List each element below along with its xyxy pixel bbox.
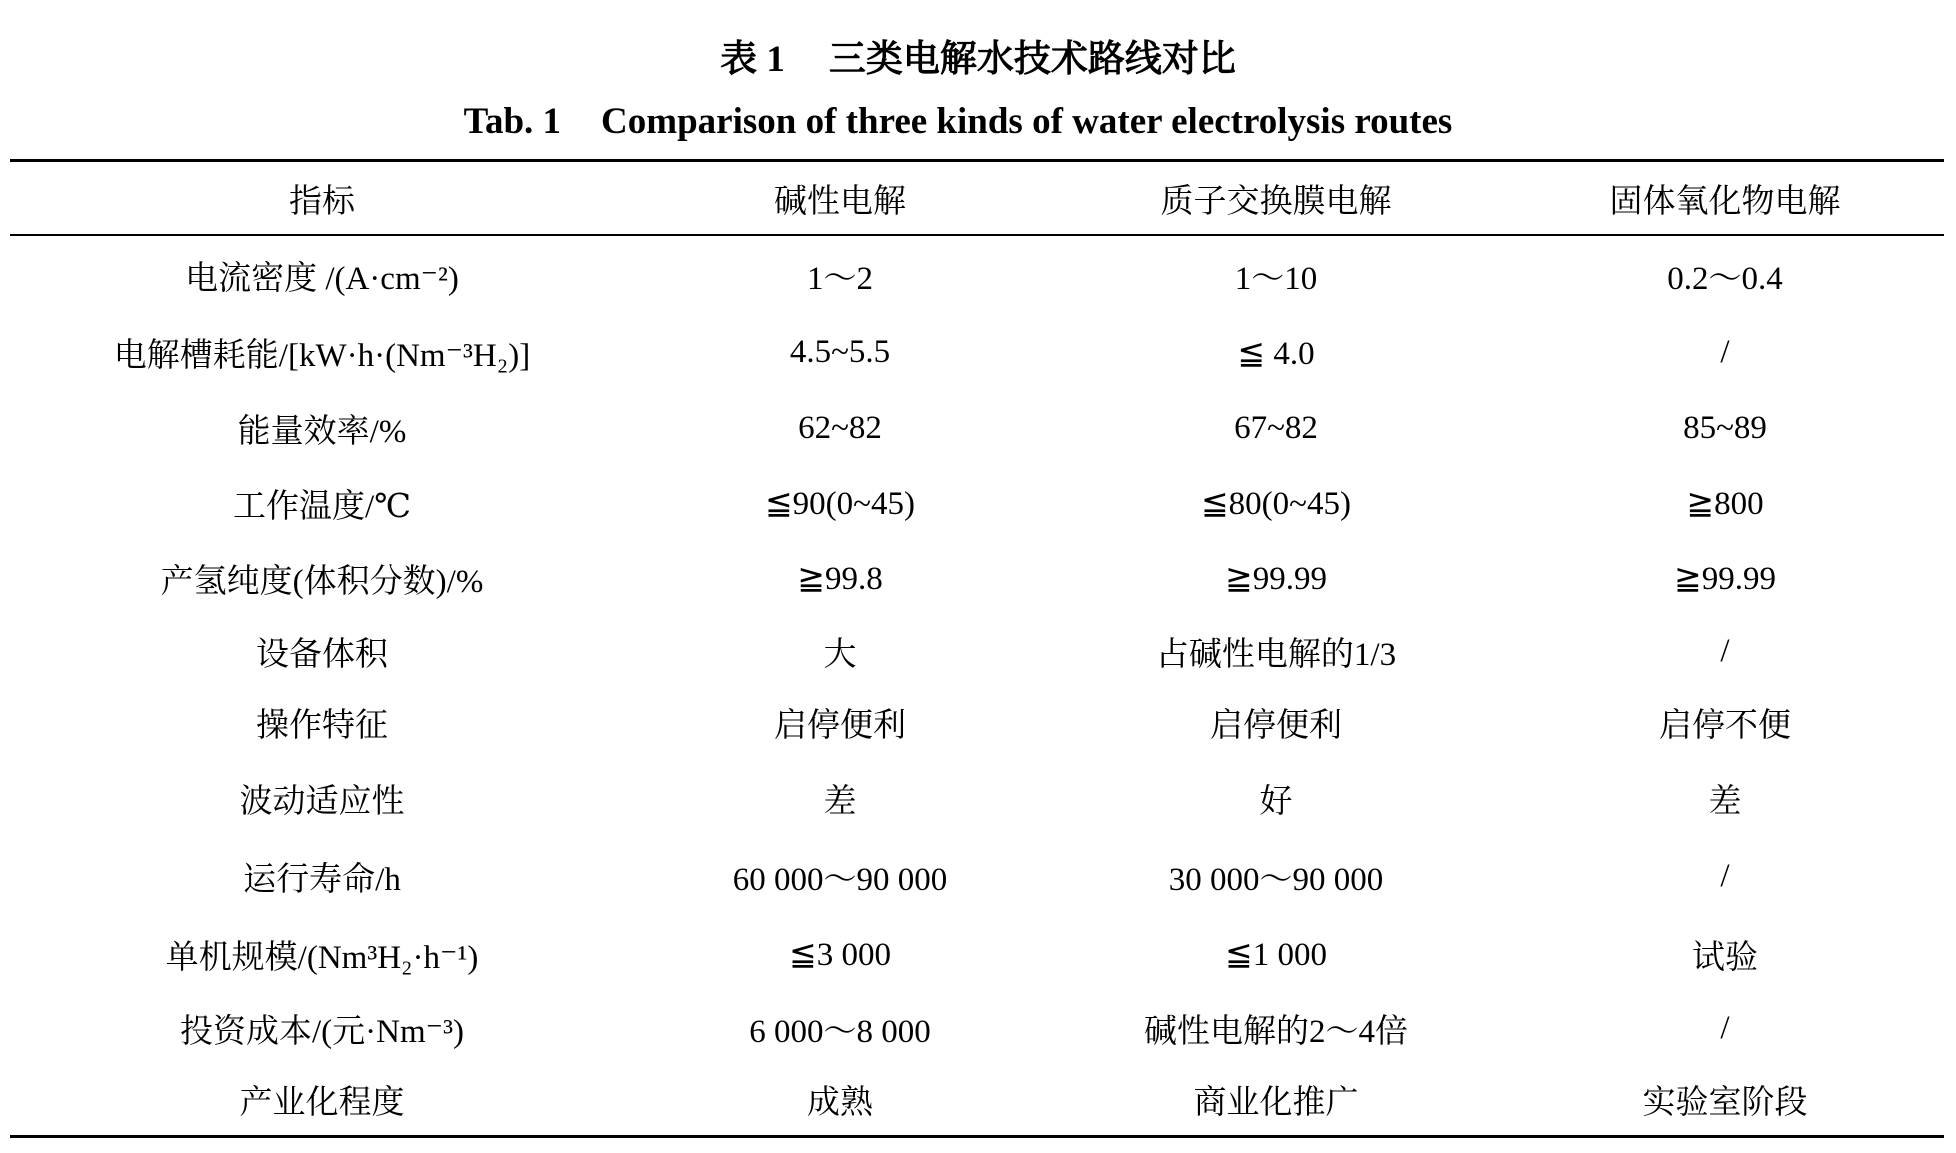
row-label: 能量效率/% <box>237 413 407 450</box>
cell-alkaline: 62~82 <box>798 409 882 446</box>
cell-alkaline: ≦90(0~45) <box>765 486 915 523</box>
cell-solid-oxide: 差 <box>1708 783 1742 820</box>
cell-solid-oxide: / <box>1720 632 1730 669</box>
cell-solid-oxide: 试验 <box>1692 939 1758 976</box>
cell-solid-oxide: 启停不便 <box>1659 708 1791 745</box>
row-label: 电流密度 /(A·cm⁻²) <box>185 260 459 297</box>
row-label: 工作温度/℃ <box>232 488 412 525</box>
cell-alkaline: 大 <box>823 636 857 673</box>
row-label: 电解槽耗能/[kW·h·(Nm⁻³H₂)] <box>113 338 531 375</box>
table-row <box>10 391 1944 466</box>
table-row <box>10 916 1944 993</box>
row-label: 设备体积 <box>256 636 388 673</box>
cell-pem: 占碱性电解的1/3 <box>1155 636 1397 673</box>
header-alkaline: 碱性电解 <box>774 183 906 220</box>
row-label: 运行寿命/h <box>243 862 401 899</box>
caption-en-label: Tab. 1 <box>463 101 562 142</box>
cell-pem: 碱性电解的2～4倍 <box>1144 1014 1408 1051</box>
row-label: 单机规模/(Nm³H₂·h⁻¹) <box>165 939 479 976</box>
cell-alkaline: 4.5~5.5 <box>789 334 891 371</box>
row-label: 产氢纯度(体积分数)/% <box>160 563 484 600</box>
cell-pem: ≧99.99 <box>1225 561 1327 598</box>
cell-solid-oxide: 0.2～0.4 <box>1667 260 1783 297</box>
cell-pem: 启停便利 <box>1210 708 1342 745</box>
cell-pem: 67~82 <box>1234 409 1318 446</box>
cell-solid-oxide: ≧99.99 <box>1674 561 1776 598</box>
table-row <box>10 687 1944 759</box>
table-row <box>10 466 1944 541</box>
header-solid-oxide: 固体氧化物电解 <box>1609 183 1841 220</box>
cell-alkaline: 6 000～8 000 <box>749 1014 931 1051</box>
cell-alkaline: 60 000～90 000 <box>732 862 948 899</box>
cell-pem: ≦ 4.0 <box>1237 335 1315 372</box>
header-indicator: 指标 <box>289 183 355 220</box>
table-row <box>10 838 1944 916</box>
row-label: 操作特征 <box>256 708 388 745</box>
caption-cn-title: 三类电解水技术路线对比 <box>828 39 1236 80</box>
cell-solid-oxide: 85~89 <box>1683 409 1767 446</box>
table-row <box>10 315 1944 391</box>
table-row <box>10 541 1944 616</box>
cell-solid-oxide: ≧800 <box>1686 486 1764 523</box>
comparison-table <box>10 159 1944 1138</box>
table-caption-en <box>0 98 1956 146</box>
cell-pem: 30 000～90 000 <box>1168 862 1384 899</box>
cell-solid-oxide: / <box>1720 1010 1730 1047</box>
cell-alkaline: ≧99.8 <box>797 561 883 598</box>
table-row <box>10 993 1944 1065</box>
caption-en-title: Comparison of three kinds of water electrolysis routes <box>601 101 1453 142</box>
table-row <box>10 1065 1944 1135</box>
cell-alkaline: 成熟 <box>807 1085 873 1122</box>
row-label: 投资成本/(元·Nm⁻³) <box>180 1014 464 1051</box>
cell-pem: 1～10 <box>1234 260 1318 297</box>
cell-pem: 商业化推广 <box>1193 1085 1359 1122</box>
caption-cn-label: 表 1 <box>720 39 785 80</box>
cell-pem: 好 <box>1259 783 1293 820</box>
header-pem: 质子交换膜电解 <box>1160 183 1392 220</box>
cell-alkaline: 差 <box>823 783 857 820</box>
cell-pem: ≦80(0~45) <box>1201 486 1351 523</box>
table-row <box>10 236 1944 315</box>
row-label: 产业化程度 <box>239 1085 405 1122</box>
cell-alkaline: 启停便利 <box>774 708 906 745</box>
cell-alkaline: ≦3 000 <box>789 937 891 974</box>
bottom-rule <box>10 1135 1944 1138</box>
row-label: 波动适应性 <box>239 783 405 820</box>
cell-alkaline: 1～2 <box>807 260 873 297</box>
table-row <box>10 616 1944 687</box>
cell-solid-oxide: 实验室阶段 <box>1642 1085 1808 1122</box>
cell-solid-oxide: / <box>1720 858 1730 895</box>
table-header-row <box>10 162 1944 234</box>
cell-pem: ≦1 000 <box>1225 937 1327 974</box>
table-row <box>10 759 1944 838</box>
cell-solid-oxide: / <box>1720 334 1730 371</box>
table-caption-cn <box>0 36 1956 84</box>
